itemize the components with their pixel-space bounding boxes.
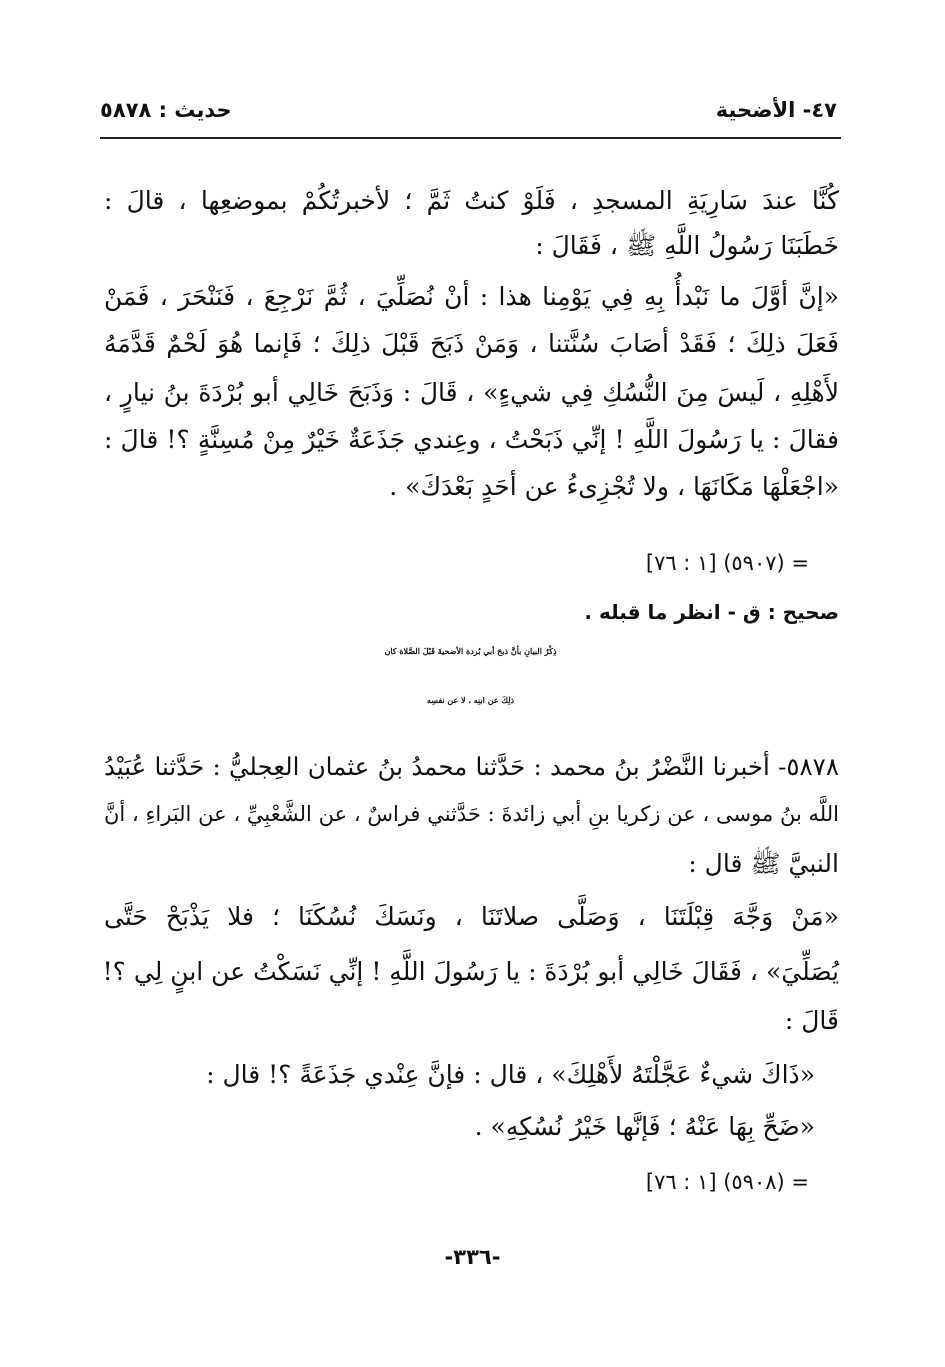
header-divider — [100, 137, 841, 139]
text-line: كُنَّا عندَ سَارِيَةِ المسجدِ ، فَلَوْ كنتُ ثَمَّ ؛ لأخبرتُكُمْ بموضعِها ، قالَ : — [104, 186, 839, 215]
text-line: اللَّه بنُ موسى ، عن زكريا بنِ أبي زائدةَ : حَدَّثني فراسٌ ، عن الشَّعْبِيِّ ، عن البَراءِ ، أنَّ — [104, 802, 839, 826]
text-line: خَطَبَنَا رَسُولُ اللَّهِ ﷺ ، فَقَالَ : — [535, 231, 839, 260]
text-line: «اجْعَلْهَا مَكَانَهَا ، ولا تُجْزِىءُ عن أحَدٍ بَعْدَكَ» . — [389, 472, 839, 501]
cross-reference-text: = (٥٩٠٧) [١ : ٧٦] — [645, 551, 809, 575]
hadith-cross-reference — [646, 551, 809, 576]
text-line: «ضَحِّ بِهَا عَنْهُ ؛ فَإنَّها خَيْرُ نُسُكِهِ» . — [474, 1112, 815, 1141]
text-line: يُصَلِّيَ» ، فَقَالَ خَالِي أبو بُرْدَةَ : يا رَسُولَ اللَّهِ ! إنِّي نَسَكْتُ عن ابنٍ لِي ؟! — [102, 957, 839, 986]
text-line: لأَهْلِهِ ، لَيسَ مِنَ النُّسُكِ فِي شيءٍ» ، قَالَ : وَذَبَحَ خَالِي أبو بُرْدَةَ بنُ نيارٍ ، — [104, 378, 839, 407]
cross-reference-text: = (٥٩٠٨) [١ : ٧٦] — [645, 1170, 809, 1194]
section-heading-line-1: ذِكْرُ البيانِ بأنَّ ذبحَ أبي بُردة الأضحيةَ قَبْلَ الصَّلاة كان — [384, 646, 557, 656]
hadith-reference: حديث : ٥٨٧٨ — [100, 98, 232, 122]
text-line: قَالَ : — [784, 1006, 839, 1035]
hadith-cross-reference — [646, 1170, 809, 1195]
page-number: -٣٣٦- — [444, 1245, 501, 1269]
text-line: النبيَّ ﷺ قال : — [688, 849, 839, 878]
page-header — [100, 92, 837, 132]
chapter-title: ٤٧- الأضحية — [715, 98, 837, 122]
text-line: «إنَّ أوَّلَ ما نَبْدأُ بِهِ فِي يَوْمِنا هذا : أنْ نُصَلِّيَ ، ثُمَّ نَرْجِعَ ، فَنَنْحَرَ ، فَمَنْ — [104, 282, 839, 311]
text-line: فقالَ : يا رَسُولَ اللَّهِ ! إنِّي ذَبَحْتُ ، وعِندي جَذَعَةٌ خَيْرٌ مِنْ مُسِنَّةٍ ؟! قالَ : — [104, 425, 839, 454]
hadith-grade: صحيح : ق - انظر ما قبله . — [584, 600, 839, 624]
text-line: «ذَاكَ شيءٌ عَجَّلْتَهُ لأَهْلِكَ» ، قال : فإنَّ عِنْدي جَذَعَةً ؟! قال : — [206, 1060, 815, 1089]
text-line: ٥٨٧٨- أخبرنا النَّضْرُ بنُ محمد : حَدَّثنا محمدُ بنُ عثمان العِجليُّ : حَدَّثنا عُبَيْدُ — [104, 752, 839, 781]
text-line: فَعَلَ ذلِكَ ؛ فَقَدْ أصَابَ سُنَّتنا ، وَمَنْ ذَبَحَ قَبْلَ ذلِكَ ؛ فَإنما هُوَ لَحْمٌ قَدَّمَهُ — [104, 329, 839, 358]
text-line: «مَنْ وَجَّهَ قِبْلَتَنَا ، وَصَلَّى صلاتَنَا ، ونَسَكَ نُسُكَنَا ؛ فلا يَذْبَحْ حَتَّى — [104, 902, 839, 931]
section-heading-line-2: ذلِكَ عن ابنِه ، لا عن نفسِه — [426, 695, 515, 705]
